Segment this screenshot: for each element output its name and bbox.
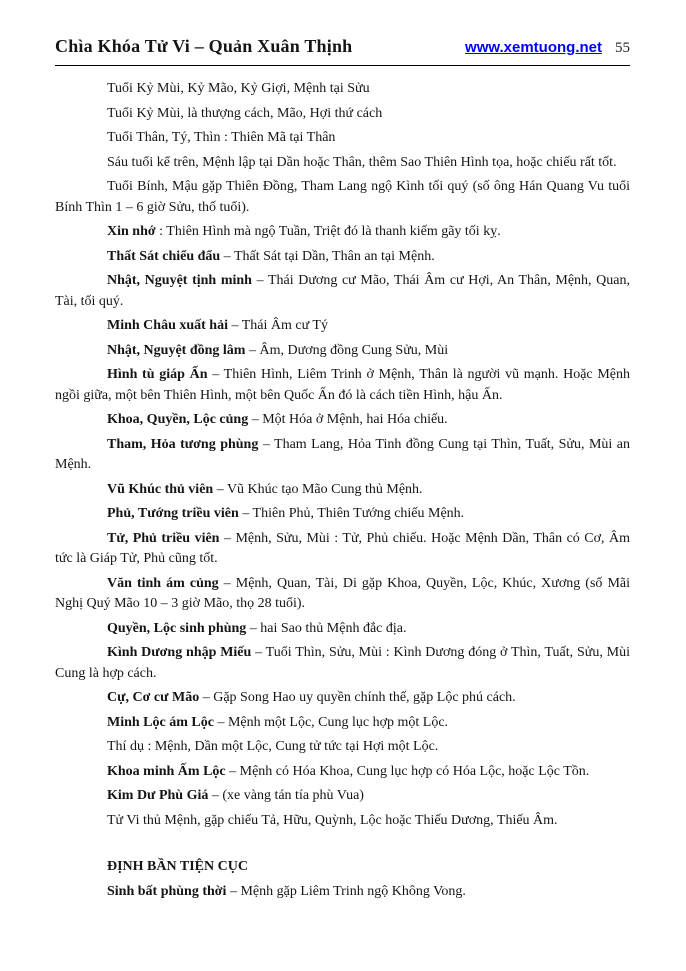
paragraph: Hình tù giáp Ấn – Thiên Hình, Liêm Trinh ở Mệnh, Thân là người vũ mạnh. Hoặc Mệnh ngồi giữa, một bên Thiên Hình, một bên Quốc Ấn đó là cách tiền Hình, hậu Ấn. — [55, 367, 630, 403]
paragraph: Tuổi Kỷ Mùi, là thượng cách, Mão, Hợi thứ cách — [107, 105, 383, 121]
paragraph: Vũ Khúc thủ viên – Vũ Khúc tạo Mão Cung thủ Mệnh. — [107, 481, 423, 497]
paragraph: Xin nhớ : Thiên Hình mà ngộ Tuần, Triệt đó là thanh kiếm gãy tối kỵ. — [107, 224, 501, 239]
paragraph: Tử Vi thủ Mệnh, gặp chiếu Tả, Hữu, Quỳnh, Lộc hoặc Thiếu Dương, Thiếu Âm. — [107, 812, 558, 828]
paragraph: Tuổi Bính, Mậu gặp Thiên Đồng, Tham Lang ngộ Kình tối quý (số ông Hán Quang Vu tuổi Bính Thìn 1 – 6 giờ Sửu, thố tuổi). — [55, 179, 630, 215]
page-title: Chìa Khóa Tử Vi – Quản Xuân Thịnh — [55, 36, 353, 56]
paragraph: Tuổi Kỷ Mùi, Kỷ Mão, Kỷ Giợi, Mệnh tại Sửu — [107, 81, 370, 96]
header-right — [465, 39, 630, 57]
paragraph-lead: Cự, Cơ cư Mão — [107, 690, 200, 705]
paragraph-lead: Minh Lộc ám Lộc — [107, 714, 214, 730]
paragraph: Cự, Cơ cư Mão – Gặp Song Hao uy quyền chính thế, gặp Lộc phú cách. — [107, 690, 516, 705]
paragraph-lead: Hình tù giáp Ấn — [107, 367, 208, 382]
paragraph: Minh Lộc ám Lộc – Mệnh một Lộc, Cung lục hợp một Lộc. — [107, 714, 449, 730]
paragraph-lead: Tham, Hỏa tương phùng — [107, 436, 259, 452]
paragraph: Văn tinh ám củng – Mệnh, Quan, Tài, Di gặp Khoa, Quyền, Lộc, Khúc, Xương (số Mãi Nghị Quý Mão 10 – 3 giờ Mão, thọ 28 tuổi). — [55, 575, 631, 611]
paragraph: Nhật, Nguyệt tịnh minh – Thái Dương cư Mão, Thái Âm cư Hợi, An Thân, Mệnh, Quan, Tài, tối quý. — [55, 273, 630, 309]
paragraph-lead: Quyền, Lộc sinh phùng — [107, 620, 247, 636]
paragraph-lead: Nhật, Nguyệt tịnh minh — [107, 273, 252, 288]
paragraph-lead: Khoa, Quyền, Lộc củng — [107, 412, 249, 427]
paragraph: Nhật, Nguyệt đồng lâm – Âm, Dương đồng Cung Sửu, Mùi — [107, 342, 449, 358]
paragraph: Tham, Hỏa tương phùng – Tham Lang, Hỏa Tinh đồng Cung tại Thìn, Tuất, Sửu, Mùi an Mệnh. — [55, 436, 631, 472]
paragraph-lead: Thất Sát chiểu đẩu — [107, 248, 221, 264]
paragraph: Minh Châu xuất hải – Thái Âm cư Tý — [107, 318, 328, 333]
paragraph-lead: ĐỊNH BẦN TIỆN CỤC — [107, 859, 248, 874]
paragraph: Quyền, Lộc sinh phùng – hai Sao thủ Mệnh đắc địa. — [107, 620, 407, 636]
paragraph-lead: Kình Dương nhập Miếu — [107, 645, 252, 660]
paragraph: Thí dụ : Mệnh, Dần một Lộc, Cung tử tức tại Hợi một Lộc. — [107, 739, 439, 754]
paragraph: Kình Dương nhập Miếu – Tuổi Thìn, Sửu, Mùi : Kình Dương đóng ở Thìn, Tuất, Sửu, Mùi Cung là hợp cách. — [55, 645, 630, 681]
page-number: 55 — [615, 40, 630, 56]
paragraph-lead: Phủ, Tướng triều viên — [107, 506, 239, 521]
paragraph-lead: Tử, Phủ triều viên — [107, 530, 220, 546]
paragraph: Thất Sát chiểu đẩu – Thất Sát tại Dần, Thân an tại Mệnh. — [107, 248, 435, 264]
paragraph: Khoa minh Ấm Lộc – Mệnh có Hóa Khoa, Cung lục hợp có Hóa Lộc, hoặc Lộc Tồn. — [107, 763, 590, 779]
page-header — [55, 36, 630, 57]
paragraph-lead: Minh Châu xuất hải — [107, 318, 228, 333]
paragraph-lead: Sinh bất phùng thời — [107, 883, 227, 899]
paragraph: Kim Dư Phù Giá – (xe vàng tán tía phù Vua) — [107, 788, 364, 803]
paragraph-lead: Xin nhớ — [107, 224, 156, 239]
content — [55, 79, 630, 902]
paragraph: Sáu tuổi kể trên, Mệnh lập tại Dần hoặc Thân, thêm Sao Thiên Hình tọa, hoặc chiếu rất tốt. — [107, 154, 617, 170]
section-heading — [55, 857, 630, 878]
paragraph-lead: Khoa minh Ấm Lộc — [107, 763, 226, 779]
paragraph-lead: Kim Dư Phù Giá — [107, 788, 209, 803]
paragraph: Phủ, Tướng triều viên – Thiên Phủ, Thiên Tướng chiếu Mệnh. — [107, 506, 465, 521]
paragraph: Tuổi Thân, Tý, Thìn : Thiên Mã tại Thân — [107, 130, 336, 145]
paragraph-lead: Vũ Khúc thủ viên — [107, 481, 214, 497]
paragraph-lead: Văn tinh ám củng — [107, 575, 219, 591]
site-link[interactable]: www.xemtuong.net — [465, 39, 602, 56]
paragraph-lead: Nhật, Nguyệt đồng lâm — [107, 342, 246, 358]
header-divider — [55, 65, 630, 66]
paragraph: Khoa, Quyền, Lộc củng – Một Hóa ở Mệnh, hai Hóa chiếu. — [107, 412, 448, 427]
paragraph: Sinh bất phùng thời – Mệnh gặp Liêm Trinh ngộ Không Vong. — [107, 883, 466, 899]
paragraph: Tử, Phủ triều viên – Mệnh, Sửu, Mùi : Tử, Phủ chiếu. Hoặc Mệnh Dần, Thân có Cơ, Âm tức là Giáp Tử, Phủ cũng tốt. — [55, 530, 630, 566]
